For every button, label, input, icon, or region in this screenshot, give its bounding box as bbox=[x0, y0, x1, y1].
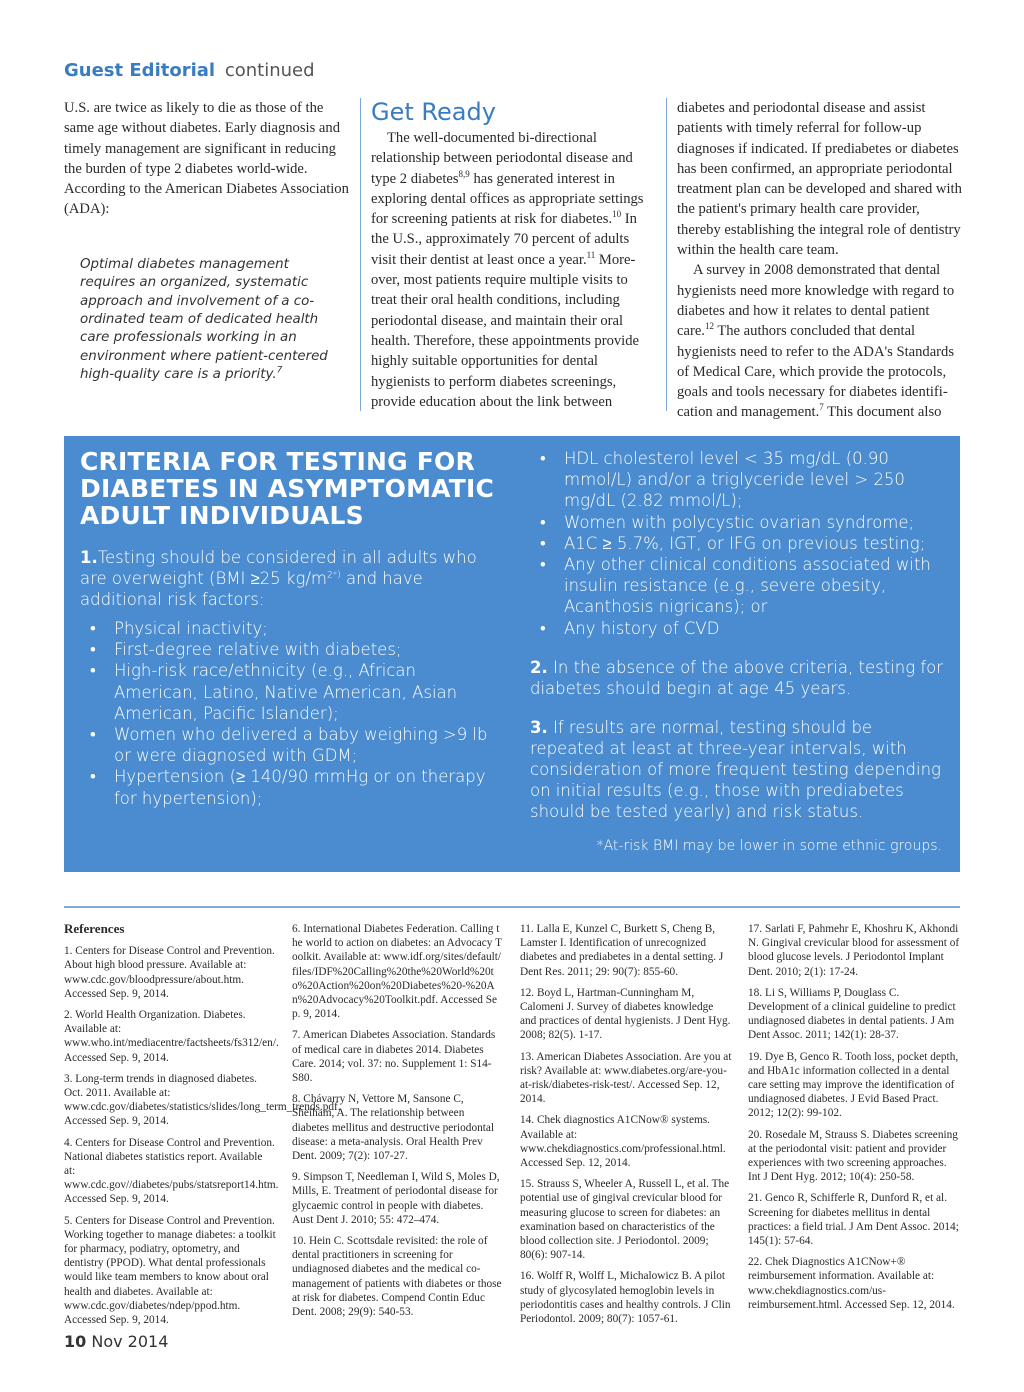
bullet: • bbox=[540, 449, 546, 468]
citation: 8,9 bbox=[458, 168, 470, 179]
text-run: The authors concluded that dental hygienists need to refer to the ADA's Standards of Medical Care, which provide the protocols, goals and tools necessary for diabetes identifi-cation and management. bbox=[677, 323, 955, 421]
item-text: If results are normal, testing should be repeated at least at three-year intervals, with consideration of more frequent testing depending on initial results (e.g., those with prediabetes should be tested yearly) and risk status. bbox=[530, 717, 941, 821]
list-item bbox=[80, 660, 500, 724]
bullet: • bbox=[540, 555, 546, 575]
reference-item: 18. Li S, Williams P, Douglass C. Development of a clinical guideline to predict undiagnosed diabetes in dental patients. J Am Dent Assoc. 2011; 142(1): 28-37. bbox=[748, 986, 956, 1042]
body-column-2 bbox=[360, 98, 656, 411]
text-run: More-over, most patients require multiple visits to treat their oral health conditions, including periodontal disease, and maintain their oral health. Therefore, these appointments provide highly suitable opportunities for dental hygienists to perform diabetes screenings, provide education about the link between bbox=[371, 251, 640, 410]
references-column-2 bbox=[292, 922, 504, 1326]
reference-item: 4. Centers for Disease Control and Prevention. National diabetes statistics report. Available at: www.cdc.gov//diabetes/pubs/statsreport14.htm. Accessed Sep. 9, 2014. bbox=[64, 1136, 279, 1206]
criteria-item-3 bbox=[530, 717, 950, 822]
references-column-3 bbox=[520, 922, 732, 1333]
reference-item: 1. Centers for Disease Control and Prevention. About high blood pressure. Available at: www.cdc.gov/bloodpressure/about.htm. Accessed Sep. 9, 2014. bbox=[64, 945, 275, 1000]
reference-item: 11. Lalla E, Kunzel C, Burkett S, Cheng B, Lamster I. Identification of unrecognized diabetes and prediabetes in a dental setting. J Dent Res. 2011; 29: 90(7): 855-60. bbox=[520, 923, 724, 978]
list-item bbox=[80, 618, 500, 639]
reference-item: 2. World Health Organization. Diabetes. Available at: www.who.int/mediacentre/factsheets/fs312/en/. Accessed Sep. 9, 2014. bbox=[64, 1009, 279, 1064]
reference-item: 10. Hein C. Scottsdale revisited: the role of dental practitioners in screening for undiagnosed diabetes and the medical co-management of patients with diabetes or those at risk for diabetes. Compend Contin Educ Dent. 2008; 29(9): 540-53. bbox=[292, 1235, 502, 1319]
list-item-text: Any history of CVD bbox=[564, 618, 720, 638]
reference-item: 6. International Diabetes Federation. Calling the world to action on diabetes: an Advocacy Toolkit. Available at: www.idf.org/sites/default/files/IDF%20Calling%20the%20World%20to%20Action%20on%20Diabetes%20-%20An%20Advocacy%20Toolkit.pdf. Accessed Sep. 9, 2014. bbox=[292, 923, 502, 1021]
quote-ref: 7 bbox=[276, 365, 283, 376]
risk-factor-list-right bbox=[530, 448, 950, 639]
page-footer bbox=[64, 1332, 168, 1351]
reference-item: 19. Dye B, Genco R. Tooth loss, pocket depth, and HbA1c information collected in a dental care setting may improve the identification of undiagnosed diabetes. J Evid Based Pract. 2012; 12(2): 99-102. bbox=[748, 1050, 959, 1120]
list-item bbox=[530, 618, 950, 639]
quote-text: Optimal diabetes management requires an organized, systematic approach and involvement of a co-ordinated team of dedicated health care professionals working in an environment where patient-centered high-quality care is a priority. bbox=[80, 256, 328, 383]
bullet: • bbox=[540, 533, 546, 553]
criteria-box bbox=[64, 436, 960, 872]
list-item-text: Women with polycystic ovarian syndrome; bbox=[564, 512, 915, 532]
reference-item: 5. Centers for Disease Control and Prevention. Working together to manage diabetes: a toolkit for pharmacy, podiatry, optometry, and dentistry (PPOD). What dental professionals would like team members to know about oral health and diabetes. Available at: www.cdc.gov/diabetes/ndep/ppod.htm. Accessed Sep. 9, 2014. bbox=[64, 1214, 276, 1327]
list-item-text: Physical inactivity; bbox=[114, 619, 268, 638]
item-text: Testing should be considered in all adults who are overweight (BMI ≥25 kg/m bbox=[80, 548, 477, 588]
references-heading: References bbox=[64, 921, 125, 936]
bullet: • bbox=[90, 725, 96, 745]
item-number: 1. bbox=[80, 548, 98, 567]
reference-item: 7. American Diabetes Association. Standards of medical care in diabetes 2014. Diabetes Care. 2014; vol. 37: no. Supplement 1: S14-S80. bbox=[292, 1029, 496, 1085]
list-item bbox=[530, 533, 950, 554]
list-item-text: High-risk race/ethnicity (e.g., African American, Latino, Native American, Asian American, Pacific Islander); bbox=[114, 661, 458, 723]
list-item bbox=[80, 639, 500, 660]
risk-factor-list-left bbox=[80, 618, 500, 809]
section-continued: continued bbox=[224, 60, 315, 81]
get-ready-heading: Get Ready bbox=[371, 98, 496, 126]
item-text: In the absence of the above criteria, testing for diabetes should begin at age 45 years. bbox=[530, 657, 944, 698]
issue-date: Nov 2014 bbox=[91, 1332, 169, 1351]
reference-item: 16. Wolff R, Wolff L, Michalowicz B. A pilot study of glycosylated hemoglobin levels in periodontitis cases and healthy controls. J Clin Periodontol. 2009; 80(7): 1057-61. bbox=[520, 1270, 731, 1326]
bullet: • bbox=[90, 619, 96, 638]
reference-item: 22. Chek Diagnostics A1CNow+® reimbursement information. Available at: www.chekdiagnostics.com/us-reimbursement.html. Accessed Sep. 12, 2014. bbox=[748, 1256, 955, 1311]
criteria-right bbox=[530, 448, 950, 822]
intro-paragraph: U.S. are twice as likely to die as those of the same age without diabetes. Early diagnosis and timely management are significant in reducing the burden of type 2 diabetes world-wide. According to the American Diabetes Association (ADA): bbox=[64, 100, 349, 218]
citation: 11 bbox=[586, 249, 596, 260]
reference-item: 20. Rosedale M, Strauss S. Diabetes screening at the periodontal visit: patient and provider experiences with two screening approaches. Int J Dent Hyg. 2012; 10(4): 250-58. bbox=[748, 1128, 958, 1184]
col3-paragraph-1: diabetes and periodontal disease and assist patients with timely referral for follow-up diagnoses if indicated. If prediabetes or diabetes has been confirmed, an appropriate periodontal treatment plan can be developed and shared with the patient's primary health care provider, thereby establishing the integral role of dentistry within the health care team. bbox=[677, 100, 962, 259]
bmi-footnote: *At-risk BMI may be lower in some ethnic groups. bbox=[596, 838, 942, 854]
body-column-1 bbox=[64, 98, 349, 385]
list-item-text: A1C ≥ 5.7%, IGT, or IFG on previous testing; bbox=[564, 533, 926, 553]
bullet: • bbox=[540, 512, 546, 532]
section-header bbox=[64, 60, 315, 81]
bullet: • bbox=[90, 640, 96, 660]
references-column-1 bbox=[64, 921, 341, 1334]
bullet: • bbox=[90, 767, 96, 787]
text-run: This document also bbox=[823, 404, 942, 421]
text-run: has generated interest in exploring dental offices as appropriate settings for screening patients at risk for diabetes. bbox=[371, 170, 644, 228]
list-item-text: Hypertension (≥ 140/90 mmHg or on therapy for hypertension); bbox=[114, 767, 486, 808]
reference-item: 21. Genco R, Schifferle R, Dunford R, et al. Screening for diabetes mellitus in dental practices: a field trial. J Am Dent Assoc. 2014; 145(1): 57-64. bbox=[748, 1192, 959, 1248]
block-quote bbox=[64, 256, 349, 385]
text-run: A survey in 2008 demonstrated that dental hygienists need more knowledge with regard to diabetes and how it relates to dental patient care. bbox=[677, 262, 955, 340]
bullet: • bbox=[90, 661, 96, 681]
list-item bbox=[530, 448, 950, 512]
list-item-text: Any other clinical conditions associated with insulin resistance (e.g., severe obesity, Acanthosis nigricans); or bbox=[564, 555, 931, 617]
item-number: 2. bbox=[530, 657, 548, 677]
citation: 10 bbox=[612, 209, 622, 220]
reference-item: 9. Simpson T, Needleman I, Wild S, Moles D, Mills, E. Treatment of periodontal disease for glycaemic control in people with diabetes. Aust Dent J. 2010; 55: 472–474. bbox=[292, 1171, 500, 1226]
criteria-item-2 bbox=[530, 657, 950, 699]
list-item-text: HDL cholesterol level < 35 mg/dL (0.90 mmol/L) and/or a triglyceride level > 250 mg/dL (2.82 mmol/L); bbox=[564, 449, 905, 511]
list-item bbox=[80, 766, 500, 808]
reference-item: 15. Strauss S, Wheeler A, Russell L, et al. The potential use of gingival crevicular blood for measuring glucose to screen for diabetes: an examination based on characteristics of the blood collection site. J Periodontol. 2009; 80(6): 907-14. bbox=[520, 1178, 730, 1262]
page-number: 10 bbox=[64, 1332, 87, 1351]
citation: 7 bbox=[819, 402, 824, 413]
list-item bbox=[530, 554, 950, 618]
reference-item: 14. Chek diagnostics A1CNow® systems. Available at: www.chekdiagnostics.com/professional.html. Accessed Sep. 12, 2014. bbox=[520, 1114, 726, 1170]
reference-item: 3. Long-term trends in diagnosed diabetes. Oct. 2011. Available at: www.cdc.gov/diabetes/statistics/slides/long_term_trends.pdf. Accessed Sep. 9, 2014. bbox=[64, 1072, 341, 1128]
reference-item: 8. Chávarry N, Vettore M, Sansone C, Sheiham, A. The relationship between diabetes mellitus and destructive periodontal disease: a meta-analysis. Oral Health Prev Dent. 2009; 7(2): 107-27. bbox=[292, 1093, 495, 1163]
list-item-text: Women who delivered a baby weighing >9 lb or were diagnosed with GDM; bbox=[114, 725, 488, 766]
col3-paragraph-2 bbox=[677, 260, 962, 422]
get-ready-paragraph bbox=[371, 128, 656, 412]
section-title: Guest Editorial bbox=[64, 60, 216, 81]
item-text: and have additional risk factors: bbox=[80, 569, 423, 609]
text-run: In the U.S., approximately 70 percent of adults visit their dentist at least once a year. bbox=[371, 211, 637, 268]
criteria-item-1 bbox=[80, 547, 500, 610]
list-item bbox=[530, 512, 950, 533]
body-column-3 bbox=[666, 98, 962, 421]
item-sup: 2*) bbox=[327, 570, 341, 581]
list-item bbox=[80, 724, 500, 766]
criteria-left bbox=[80, 448, 500, 809]
bullet: • bbox=[540, 618, 546, 638]
reference-item: 13. American Diabetes Association. Are you at risk? Available at: www.diabetes.org/are-you-at-risk/diabetes-risk-test/. Accessed Sep. 12, 2014. bbox=[520, 1050, 732, 1106]
citation: 12 bbox=[704, 321, 714, 332]
item-number: 3. bbox=[530, 717, 548, 737]
reference-item: 12. Boyd L, Hartman-Cunningham M, Calomeni J. Survey of diabetes knowledge and practices of dental hygienists. J Dent Hyg. 2008; 82(5). 1-17. bbox=[520, 986, 731, 1042]
list-item-text: First-degree relative with diabetes; bbox=[114, 640, 402, 660]
criteria-title: CRITERIA FOR TESTING FOR DIABETES IN ASYMPTOMATIC ADULT INDIVIDUALS bbox=[80, 447, 495, 530]
reference-item: 17. Sarlati F, Pahmehr E, Khoshru K, Akhondi N. Gingival crevicular blood for assessment of blood glucose levels. J Periodontol Implant Dent. 2010; 2(1): 17-24. bbox=[748, 923, 960, 978]
text-run: The well-documented bi-directional relationship between periodontal disease and type 2 diabetes bbox=[371, 130, 633, 187]
references-column-4 bbox=[748, 922, 960, 1319]
divider bbox=[64, 906, 960, 908]
